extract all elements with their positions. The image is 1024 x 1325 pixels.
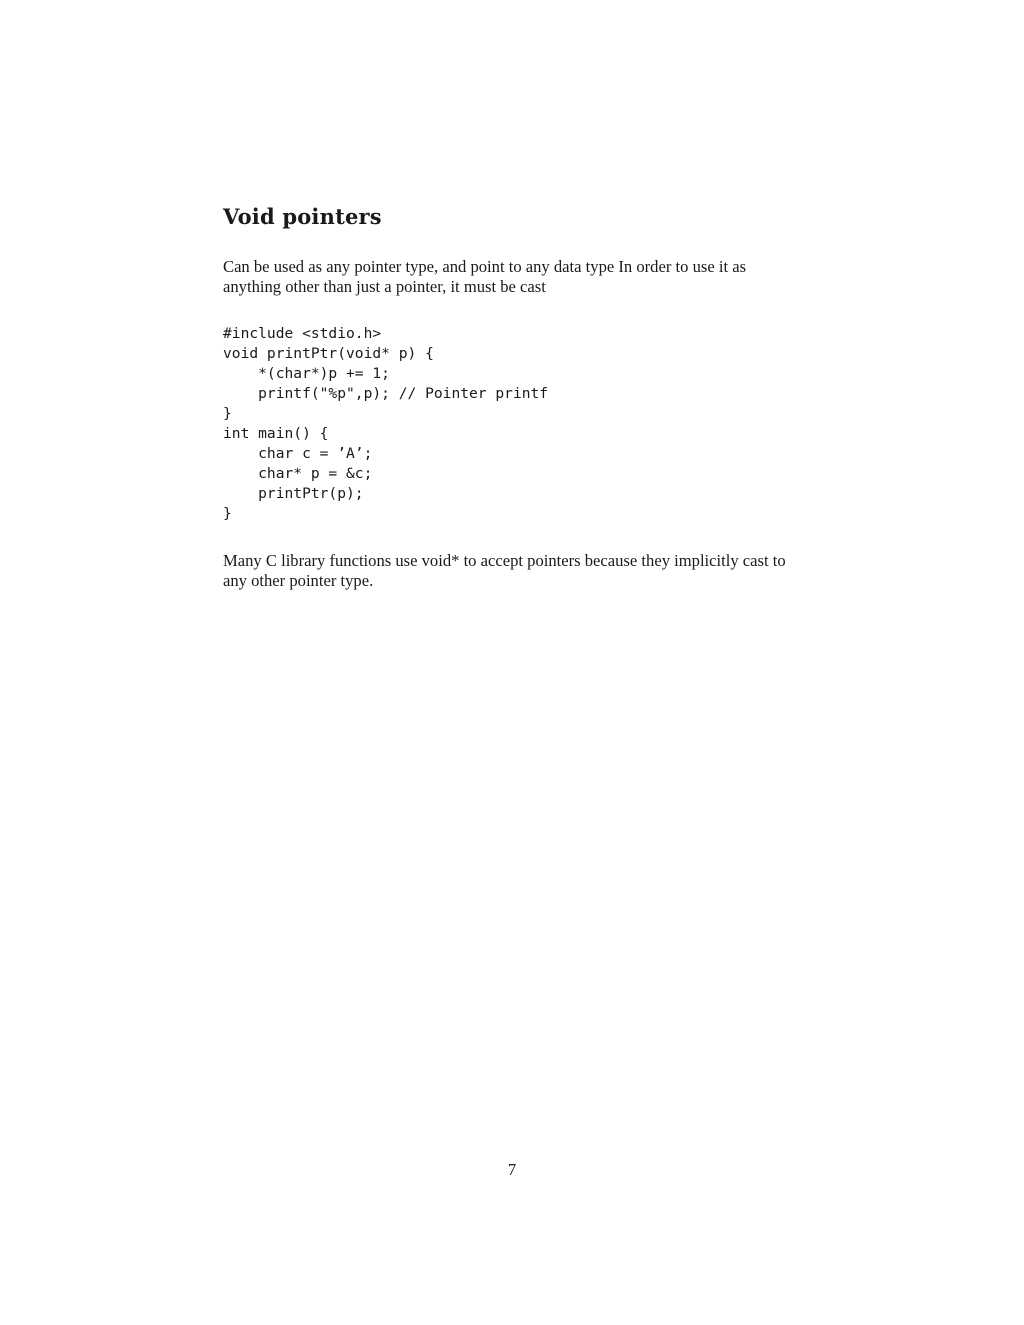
code-line: int main() { bbox=[223, 425, 329, 442]
code-block bbox=[223, 324, 548, 524]
section-title: Void pointers bbox=[223, 204, 382, 229]
intro-paragraph: Can be used as any pointer type, and point to any data type In order to use it as anything other than just a pointer, it must be cast bbox=[223, 257, 747, 296]
code-line: char c = ’A’; bbox=[223, 445, 373, 462]
code-line: printPtr(p); bbox=[223, 485, 364, 502]
code-line: } bbox=[223, 405, 232, 422]
code-line: char* p = &c; bbox=[223, 465, 373, 482]
code-line: void printPtr(void* p) { bbox=[223, 345, 434, 362]
code-line: *(char*)p += 1; bbox=[223, 365, 390, 382]
page-number: 7 bbox=[507, 1160, 517, 1179]
code-line: #include <stdio.h> bbox=[223, 325, 382, 342]
code-line: printf("%p",p); // Pointer printf bbox=[223, 385, 549, 402]
code-line: } bbox=[223, 505, 232, 522]
outro-paragraph: Many C library functions use void* to accept pointers because they implicitly cast to any other pointer type. bbox=[223, 551, 786, 590]
